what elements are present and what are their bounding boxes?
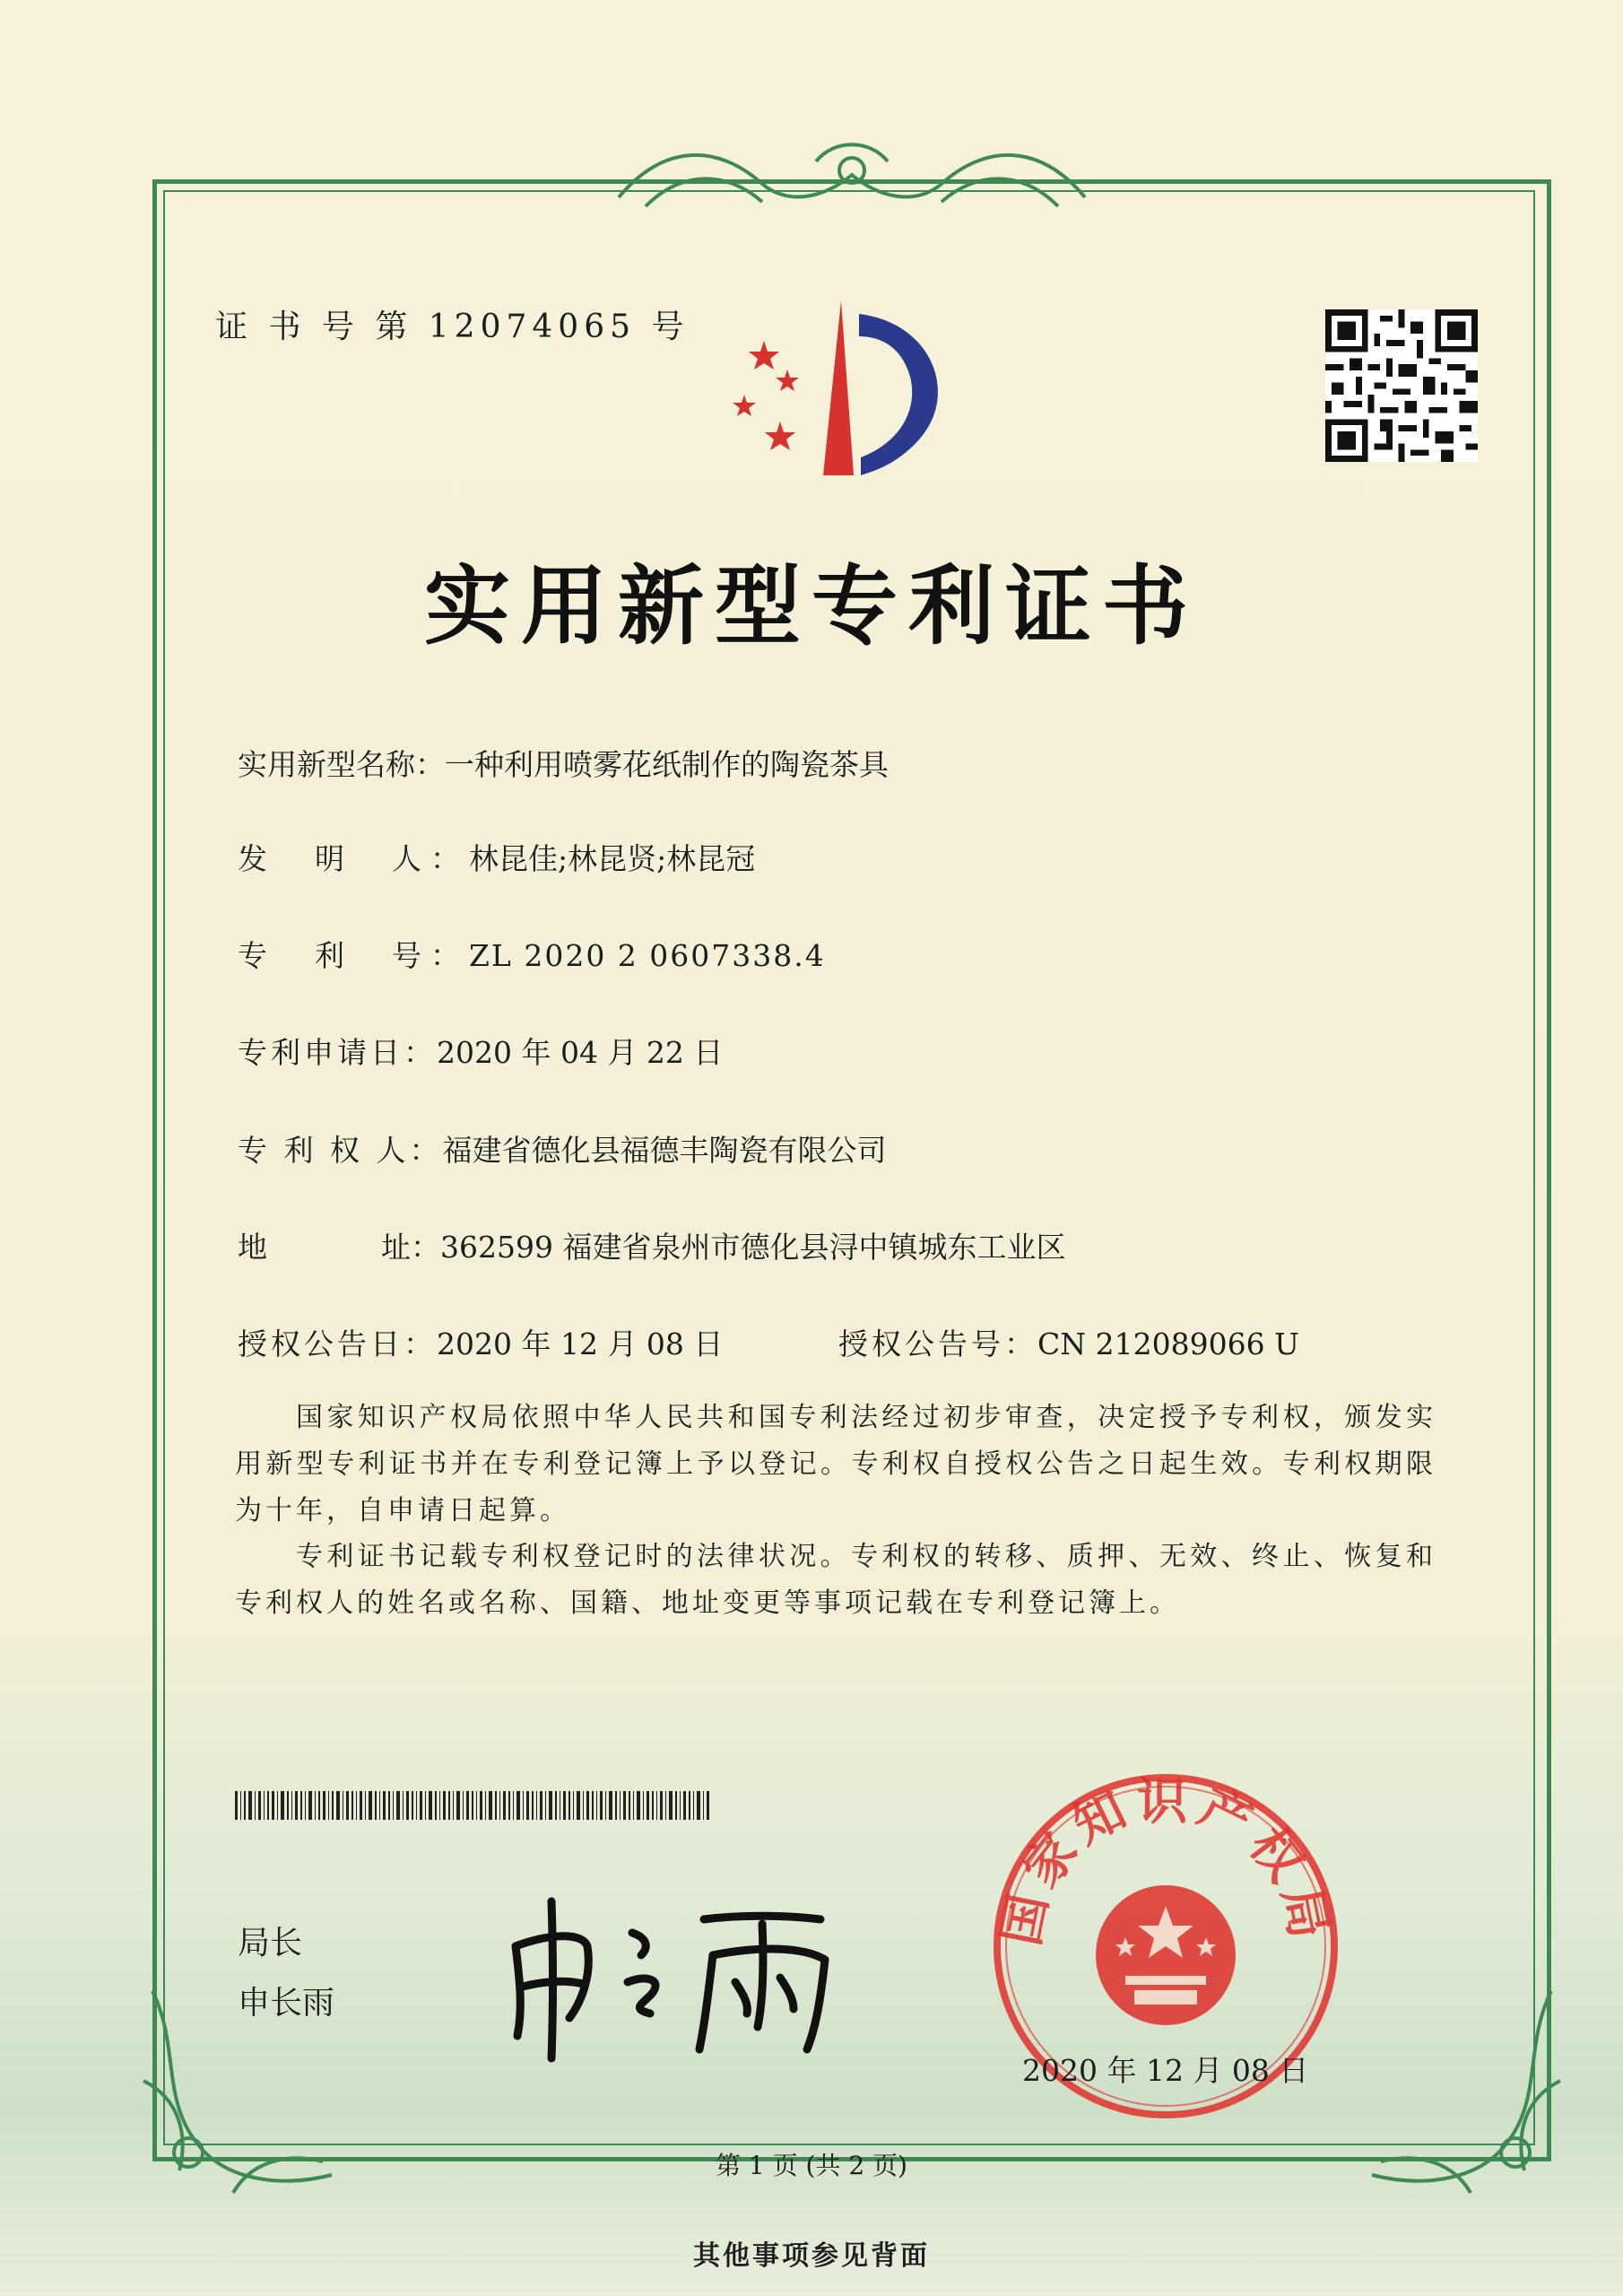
page-number: 第 1 页 (共 2 页) — [716, 2151, 907, 2180]
svg-text:国家知识产权局: 国家知识产权局 — [992, 1772, 1340, 1951]
field-value: 一种利用喷雾花纸制作的陶瓷茶具 — [445, 747, 889, 782]
field-value: ZL 2020 2 0607338.4 — [469, 938, 826, 973]
field-label: 地 — [238, 1230, 267, 1265]
issue-date: 2020 年 12 月 08 日 — [1022, 2053, 1309, 2088]
director-title: 局长 — [238, 1925, 303, 1961]
field-value: 2020 年 12 月 08 日 — [437, 1326, 724, 1361]
field-label: 授权公告号： — [838, 1326, 1037, 1361]
field-value: 2020 年 04 月 22 日 — [437, 1035, 724, 1070]
cnipa-logo-icon — [726, 296, 977, 493]
field-label: 专 利 权 人： — [238, 1133, 443, 1168]
field-label: 专 利 号： — [238, 938, 469, 973]
field-patent-number — [238, 933, 826, 975]
field-patentee — [238, 1127, 886, 1170]
notice-paragraph-2: 专利证书记载专利权登记时的法律状况。专利权的转移、质押、无效、终止、恢复和专利权人的姓名或名称、国籍、地址变更等事项记载在专利登记簿上。 — [235, 1541, 1436, 1619]
field-value: 362599 福建省泉州市德化县浔中镇城东工业区 — [440, 1230, 1066, 1265]
certificate-number: 证 书 号 第 12074065 号 — [215, 309, 690, 345]
field-label: 实用新型名称： — [238, 747, 445, 782]
top-ornament-icon — [610, 135, 1094, 224]
qr-code-icon — [1325, 309, 1478, 462]
field-value: CN 212089066 U — [1037, 1326, 1299, 1361]
field-label: 专利申请日： — [238, 1035, 437, 1070]
footer-note: 其他事项参见背面 — [693, 2240, 930, 2272]
director-name: 申长雨 — [238, 1985, 335, 2022]
field-value: 福建省德化县福德丰陶瓷有限公司 — [442, 1133, 887, 1168]
barcode-icon — [235, 1791, 710, 1820]
field-filing-date — [238, 1030, 723, 1072]
field-label: 址： — [381, 1230, 440, 1265]
field-label: 发 明 人： — [238, 841, 469, 876]
field-grant-number — [838, 1321, 1299, 1363]
field-address — [238, 1224, 1065, 1266]
field-inventor — [238, 836, 755, 878]
field-label: 授权公告日： — [238, 1326, 437, 1361]
field-value: 林昆佳;林昆贤;林昆冠 — [469, 841, 756, 876]
notice-paragraph-1: 国家知识产权局依照中华人民共和国专利法经过初步审查，决定授予专利权，颁发实用新型专利证书并在专利登记簿上予以登记。专利权自授权公告之日起生效。专利权期限为十年，自申请日起算。 — [235, 1402, 1436, 1526]
field-grant-date — [238, 1321, 723, 1363]
signature-icon — [498, 1883, 847, 2063]
field-utility-model-name — [238, 742, 889, 784]
certificate-title: 实用新型专利证书 — [424, 555, 1199, 657]
